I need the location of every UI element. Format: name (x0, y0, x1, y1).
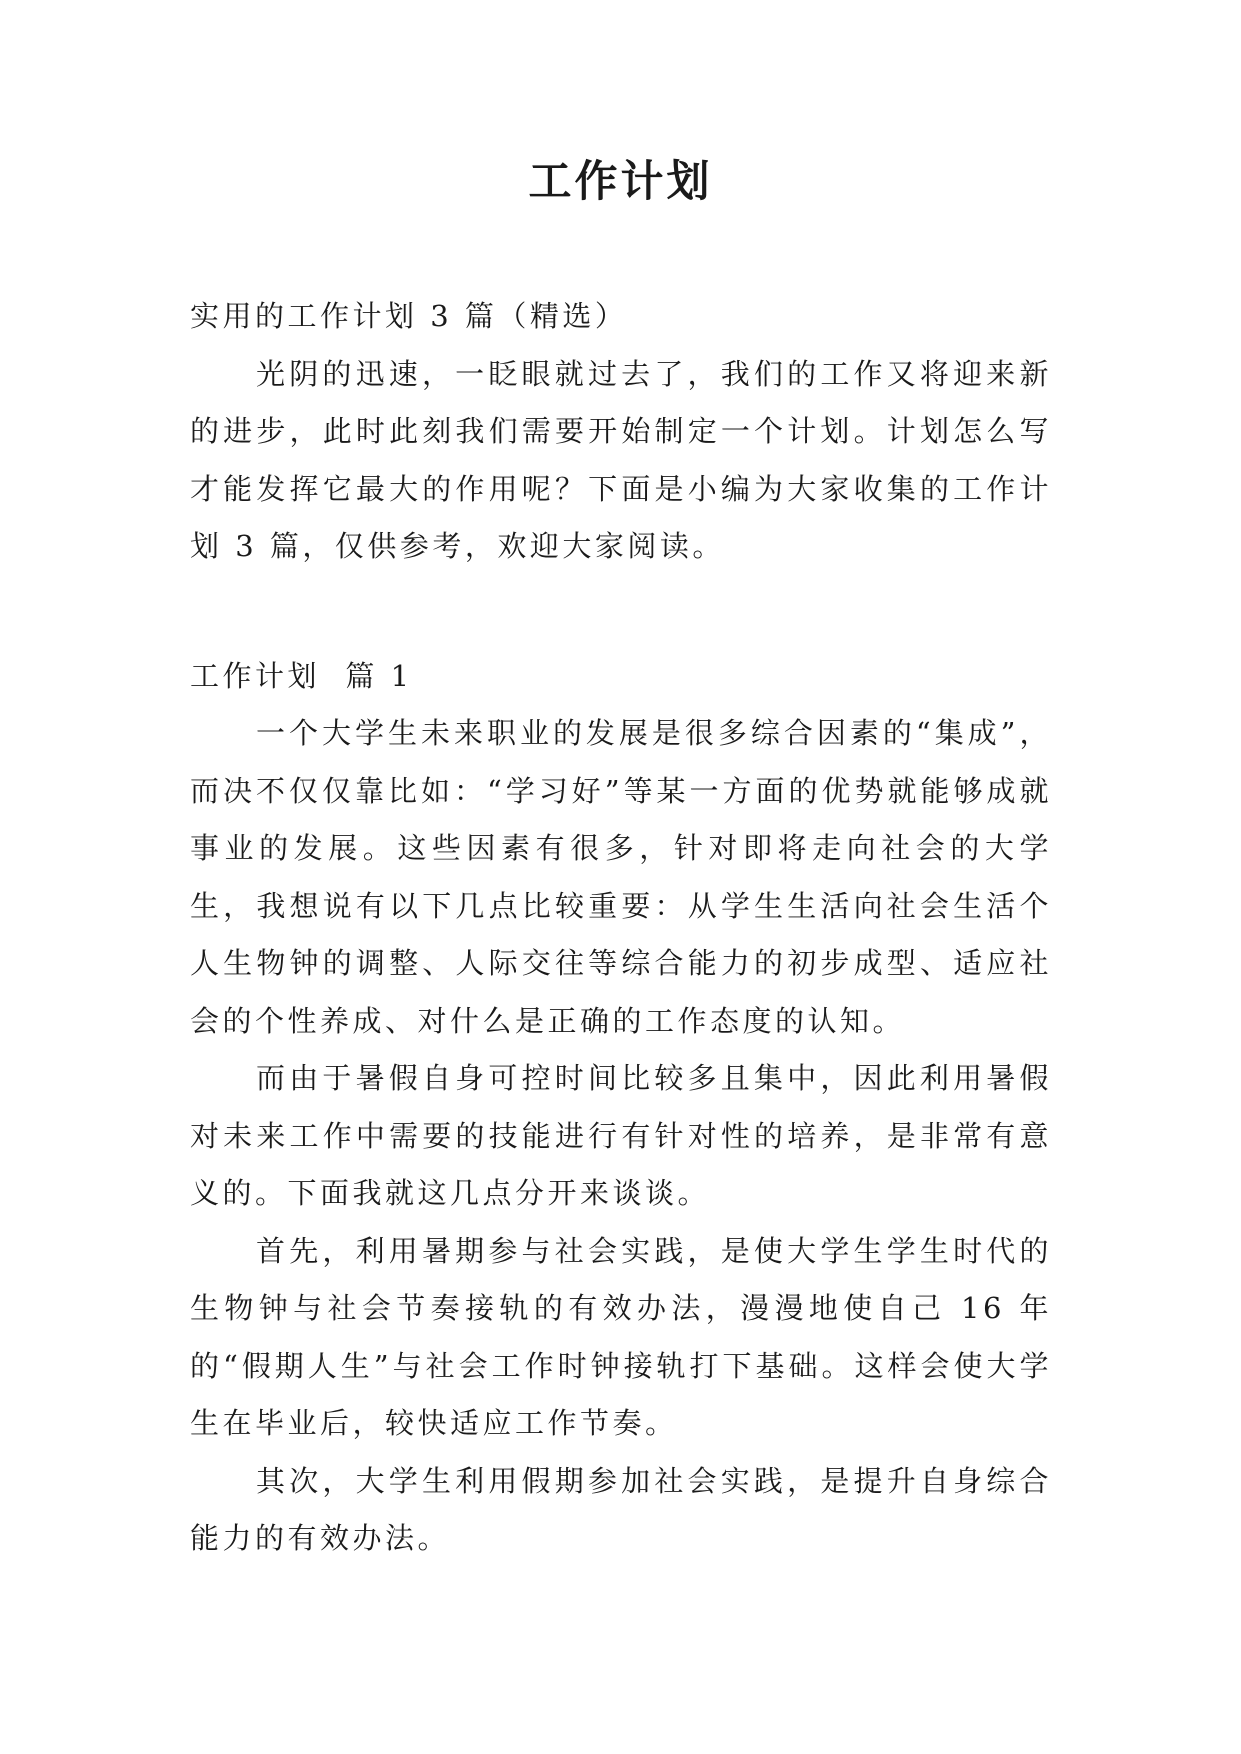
body-paragraph: 其次，大学生利用假期参加社会实践，是提升自身综合能力的有效办法。 (190, 1463, 1052, 1555)
document-subtitle: 实用的工作计划 3 篇（精选） (190, 299, 628, 333)
section-heading: 工作计划 篇 1 (190, 658, 413, 693)
body-paragraph: 首先，利用暑期参与社会实践，是使大学生学生时代的生物钟与社会节奏接轨的有效办法，漫漫地使自己 16 年的“假期人生”与社会工作时钟接轨打下基础。这样会使大学生在毕业后，较快适应工作节奏。 (190, 1233, 1052, 1440)
body-paragraph: 一个大学生未来职业的发展是很多综合因素的“集成”，而决不仅仅靠比如：“学习好”等某一方面的优势就能够成就事业的发展。这些因素有很多，针对即将走向社会的大学生，我想说有以下几点比较重要：从学生生活向社会生活个人生物钟的调整、人际交往等综合能力的初步成型、适应社会的个性养成、对什么是正确的工作态度的认知。 (190, 716, 1052, 1038)
document-body (190, 288, 1052, 1568)
body-paragraph: 而由于暑假自身可控时间比较多且集中，因此利用暑假对未来工作中需要的技能进行有针对性的培养，是非常有意义的。下面我就这几点分开来谈谈。 (190, 1061, 1052, 1210)
section-spacer (190, 576, 1052, 648)
intro-paragraph: 光阴的迅速，一眨眼就过去了，我们的工作又将迎来新的进步，此时此刻我们需要开始制定一个计划。计划怎么写才能发挥它最大的作用呢？下面是小编为大家收集的工作计划 3 篇，仅供参考，欢迎大家阅读。 (190, 356, 1052, 563)
document-title: 工作计划 (528, 157, 713, 207)
